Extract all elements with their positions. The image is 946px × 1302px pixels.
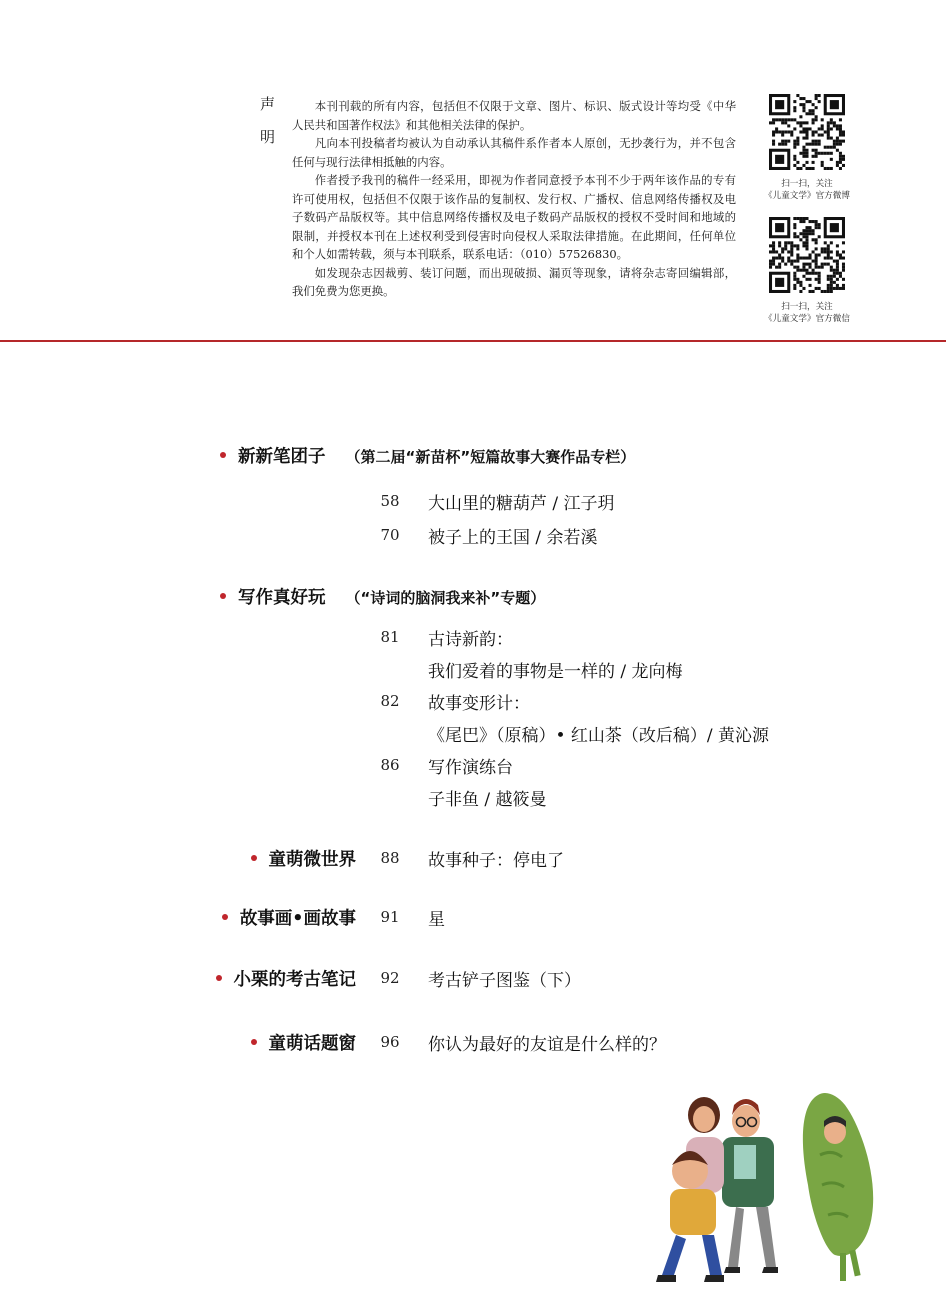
qr-code-icon [769,94,845,170]
bullet-icon [220,452,226,458]
qr-caption-line: 《儿童文学》官方微博 [764,191,850,201]
entry-title-line2[interactable]: 我们爱着的事物是一样的 / 龙向梅 [428,662,683,682]
declaration-paragraph: 如发现杂志因裁剪、装订问题，而出现破损、漏页等现象，请将杂志寄回编辑部，我们免费为您更换。 [292,265,736,298]
page-number: 88 [380,849,400,867]
entry-title[interactable]: 大山里的糖葫芦 / 江子玥 [428,494,615,514]
entry-title[interactable]: 古诗新韵： [428,630,513,650]
page-number: 86 [380,756,400,774]
toc-section-xinxin[interactable] [220,443,635,468]
toc-section-xiaoli[interactable] [140,966,356,991]
section-title: 新新笔团子 [238,447,326,467]
entry-title[interactable]: 被子上的王国 / 余若溪 [428,528,598,548]
weibo-qr-caption [750,178,864,202]
declaration-paragraph: 本刊刊载的所有内容，包括但不仅限于文章、图片、标识、版式设计等均受《中华人民共和国著作权法》和其他相关法律的保护。 [292,99,736,132]
qr-caption-line: 扫一扫，关注 [781,179,833,189]
page-number: 91 [380,908,400,926]
section-title: 童萌话题窗 [268,1034,356,1054]
entry-title[interactable]: 你认为最好的友谊是什么样的？ [428,1035,666,1055]
bullet-icon [220,593,226,599]
page-number: 70 [380,526,400,544]
qr-caption-line: 《儿童文学》官方微信 [764,314,850,324]
declaration-paragraph: 作者授予我刊的稿件一经采用，即视为作者同意授予本刊不少于两年该作品的专有许可使用权，包括但不仅限于该作品的复制权、发行权、广播权、信息网络传播权及电子数码产品版权等。其中信息网络传播权及电子数码产品版权的授权不受时间和地域的限制，并授权本刊在上述权利受到侵害时向侵权人采取法律措施。在此期间，任何单位和个人如需转载，须与本刊联系，联系电话：（010）57526830。 [292,173,736,261]
section-subtitle: （第二届“新苗杯”短篇故事大赛作品专栏） [345,448,636,466]
toc-section-gushihua[interactable] [140,905,356,930]
wechat-qr-caption [750,301,864,325]
page-number: 92 [380,969,400,987]
bullet-icon [216,975,222,981]
toc-section-tongmeng-weishijie[interactable] [140,846,356,871]
qr-caption-line: 扫一扫，关注 [781,302,833,312]
page-number: 96 [380,1033,400,1051]
section-subtitle: （“诗词的脑洞我来补”专题） [345,589,546,607]
entry-title[interactable]: 星 [428,910,445,930]
bullet-icon [222,914,228,920]
declaration-label-text: 声明 [258,96,276,162]
page-number: 81 [380,628,400,646]
page-number: 58 [380,492,400,510]
toc-section-huati[interactable] [140,1030,356,1055]
page-number: 82 [380,692,400,710]
entry-title-line2[interactable]: 子非鱼 / 越筱曼 [428,790,547,810]
wechat-qr-code[interactable] [769,217,845,293]
qr-code-icon [769,217,845,293]
entry-title-line2[interactable]: 《尾巴》（原稿）• 红山茶（改后稿）/ 黄沁源 [428,726,770,746]
section-title: 童萌微世界 [268,850,356,870]
section-title: 小栗的考古笔记 [233,970,356,990]
entry-title[interactable]: 考古铲子图鉴（下） [428,971,581,991]
toc-section-xiezuo[interactable] [220,584,545,609]
section-title: 写作真好玩 [238,588,326,608]
entry-title[interactable]: 写作演练台 [428,758,513,778]
weibo-qr-code[interactable] [769,94,845,170]
entry-title[interactable]: 故事种子：停电了 [428,851,564,871]
children-illustration [640,1085,940,1300]
declaration-paragraph: 凡向本刊投稿者均被认为自动承认其稿件系作者本人原创，无抄袭行为，并不包含任何与现行法律相抵触的内容。 [292,136,736,169]
entry-title[interactable]: 故事变形计： [428,694,530,714]
declaration-label [250,96,274,162]
declaration-text [292,97,736,301]
section-title: 故事画•画故事 [239,909,356,929]
bean-character-icon [803,1093,873,1281]
man-character-icon [722,1099,778,1273]
bullet-icon [251,1039,257,1045]
divider-line [0,340,946,342]
bullet-icon [251,855,257,861]
